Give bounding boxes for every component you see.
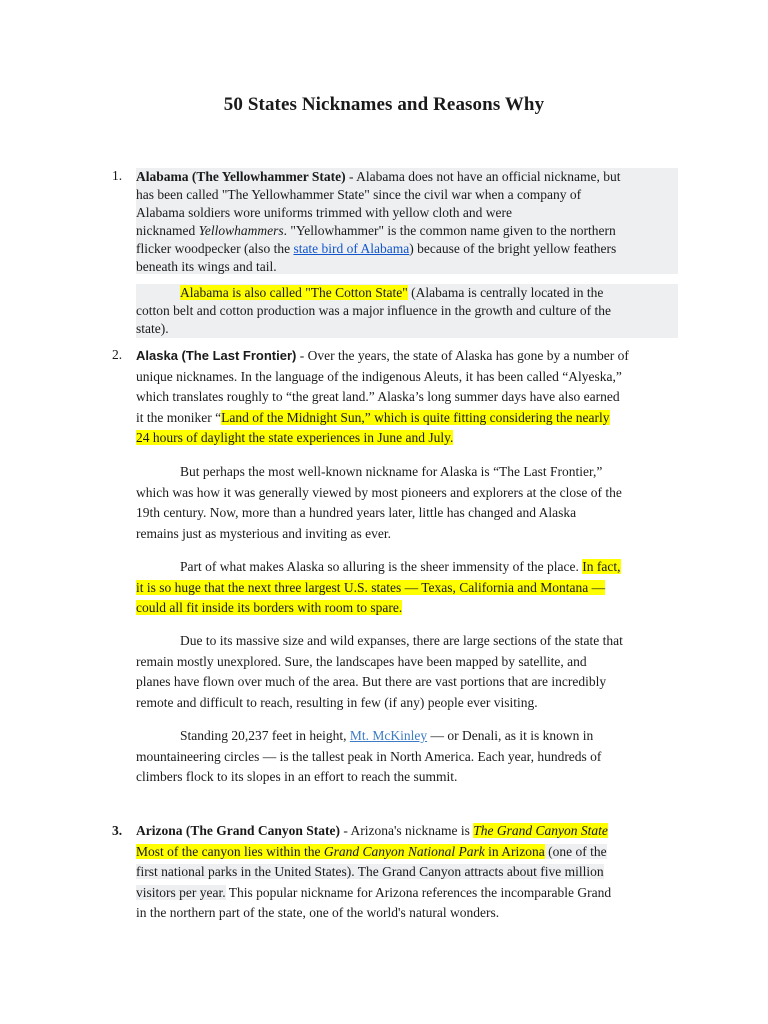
list-number-2: 2. [112, 347, 123, 362]
arizona-heading: Arizona (The Grand Canyon State) [136, 823, 341, 838]
cotton-state-highlight: Alabama is also called "The Cotton State" [180, 285, 408, 300]
document-title: 50 States Nicknames and Reasons Why [223, 94, 545, 115]
alabama-paragraph: Alabama (The Yellowhammer State) - Alabama does not have an official nickname, but has been called "The Yellowhammer State" since the civil war when a company of Alabama soldiers wore uniforms trimmed with yellow cloth and were nicknamed Yellowhammers. "Yellowhammer" is the common name given to the northern flicker woodpecker (also the state bird of Alabama) because of the bright yellow feathers beneath its wings and tail. [136, 168, 678, 274]
alaska-heading: Alaska (The Last Frontier) [136, 348, 297, 363]
alaska-wild-expanses-paragraph: Due to its massive size and wild expanses, there are large sections of the state that remain mostly unexplored. Sure, the landscapes have been mapped by satellite, and planes have flown over much of the area. But there are vast portions that are incredibly remote and difficult to reach, resulting in few (if any) people ever visiting. [136, 633, 623, 710]
alabama-cotton-paragraph: Alabama is also called "The Cotton State" (Alabama is centrally located in the cotton belt and cotton production was a major influence in the growth and culture of the state). [136, 284, 678, 338]
alaska-mckinley-paragraph: Standing 20,237 feet in height, Mt. McKinley — or Denali, as it is known in mountaineering circles — is the tallest peak in North America. Each year, hundreds of climbers flock to its slopes in an effort to reach the summit. [136, 728, 602, 785]
alaska-last-frontier-paragraph: But perhaps the most well-known nickname for Alaska is “The Last Frontier,” which was how it was generally viewed by most pioneers and explorers at the close of the 19th century. Now, more than a hundred years later, little has changed and Alaska remains just as mysterious and inviting as ever. [136, 464, 622, 541]
alabama-heading: Alabama (The Yellowhammer State) [136, 169, 346, 184]
list-number-1: 1. [112, 168, 123, 183]
alaska-immensity-paragraph: Part of what makes Alaska so alluring is the sheer immensity of the place. In fact, it is so huge that the next three largest U.S. states — Texas, California and Montana — could all fit inside its borders with room to spare. [136, 559, 621, 616]
mt-mckinley-link[interactable]: Mt. McKinley [349, 728, 428, 743]
alaska-paragraph: Alaska (The Last Frontier) - Over the years, the state of Alaska has gone by a number of unique nicknames. In the language of the indigenous Aleuts, it has been called “Alyeska,” which translates roughly to “the great land.” Alaska’s long summer days have also earned it the moniker “Land of the Midnight Sun,” which is quite fitting considering the nearly 24 hours of daylight the state experiences in June and July. [136, 348, 629, 446]
list-number-3: 3. [112, 823, 123, 838]
arizona-paragraph: Arizona (The Grand Canyon State) - Arizona's nickname is The Grand Canyon State Most of the canyon lies within the Grand Canyon National Park in Arizona (one of the first national parks in the United States). The Grand Canyon attracts about five million visitors per year. This popular nickname for Arizona references the incomparable Grand in the northern part of the state, one of the world's natural wonders. [136, 823, 612, 921]
state-bird-of-alabama-link[interactable]: state bird of Alabama [293, 241, 410, 256]
